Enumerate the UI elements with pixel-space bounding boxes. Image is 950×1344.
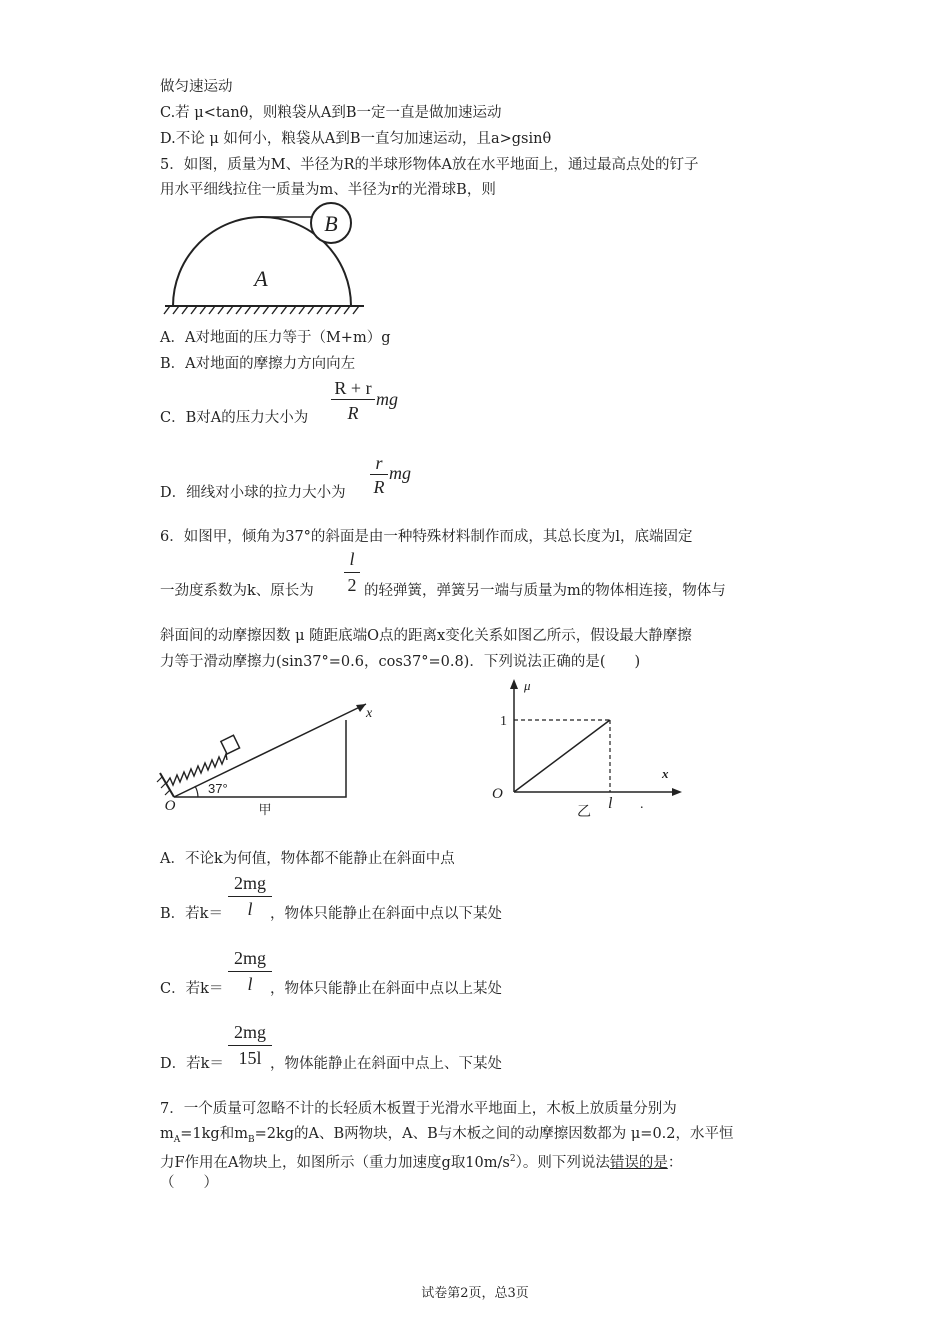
- q5-option-b: B．A对地面的摩擦力方向向左: [160, 356, 356, 372]
- q6-option-b-pre: B．若k＝: [160, 906, 223, 922]
- q7-line2-rest: =2kg的A、B两物块，A、B与木板之间的动摩擦因数都为 μ=0.2，水平恒: [254, 1126, 734, 1142]
- q7-answer-brackets: （ ）: [160, 1175, 218, 1191]
- q7-mb: =1kg和m: [180, 1126, 248, 1142]
- fig1-caption: 甲: [258, 803, 272, 818]
- q5-d-denominator: R: [373, 477, 385, 497]
- q6-stem-denominator: 2: [347, 575, 357, 595]
- q5-option-c: C．B对A的压力大小为: [160, 410, 309, 426]
- fig2-y-label: μ: [524, 678, 531, 693]
- q6-option-c-post: ，物体只能静止在斜面中点以上某处: [270, 981, 502, 997]
- q6-stem-fraction-bar: [344, 572, 360, 573]
- q6-b-denominator: l: [247, 899, 253, 919]
- q6-option-d-pre: D．若k＝: [160, 1056, 224, 1072]
- q7-line3-sup: 2: [509, 1154, 516, 1164]
- ground-hatch: [164, 306, 359, 314]
- fig1-angle: 37°: [208, 781, 228, 796]
- q7-ma-sub: A: [173, 1134, 181, 1145]
- q7-stem-line2: [160, 1124, 734, 1150]
- mu-line: [514, 720, 610, 792]
- q5-d-numerator: r: [375, 453, 383, 473]
- x-arrowhead: [672, 788, 682, 796]
- q6-d-fraction-bar: [228, 1045, 272, 1046]
- q6-option-c-pre: C．若k＝: [160, 981, 224, 997]
- q5-stem-line2: 用水平细线拉住一质量为m、半径为r的光滑球B，则: [160, 182, 496, 198]
- q7-stem-line3: [160, 1149, 682, 1173]
- y-arrowhead: [510, 679, 518, 689]
- q6-option-b-post: ，物体只能静止在斜面中点以下某处: [270, 906, 502, 922]
- q6-mu-graph: [480, 676, 700, 821]
- page-footer: 试卷第2页，总3页: [421, 1286, 529, 1301]
- incline-axis-x: [174, 704, 366, 797]
- fig2-caption: 乙: [577, 804, 591, 820]
- q6-d-denominator: 15l: [238, 1048, 262, 1068]
- fig2-ytick: 1: [500, 714, 507, 729]
- q6-option-a: A．不论k为何值，物体都不能静止在斜面中点: [160, 851, 455, 867]
- block: [221, 735, 240, 754]
- q6-stem-line2b: 的轻弹簧，弹簧另一端与质量为m的物体相连接，物体与: [364, 583, 726, 599]
- q6-stem-line3: 斜面间的动摩擦因数 μ 随距底端O点的距离x变化关系如图乙所示，假设最大静摩擦: [160, 628, 692, 644]
- q5-d-fraction-bar: [370, 474, 388, 475]
- q5-c-denominator: R: [347, 403, 359, 423]
- q5-c-numerator: R + r: [334, 378, 372, 398]
- q6-b-fraction-bar: [228, 896, 272, 897]
- q5-option-d: D．细线对小球的拉力大小为: [160, 485, 346, 501]
- q6-incline-figure: [160, 690, 390, 820]
- q5-stem-line1: 5．如图，质量为M、半径为R的半球形物体A放在水平地面上，通过最高点处的钉子: [160, 157, 699, 173]
- q5-c-tail: mg: [376, 389, 398, 409]
- prev-option-d: D.不论 μ 如何小，粮袋从A到B一直匀加速运动，且a>gsinθ: [160, 131, 552, 147]
- fig1-axis-x: x: [366, 706, 373, 721]
- fig2-x-label: x: [662, 766, 669, 781]
- q7-line3-underlined: 错误的是: [609, 1154, 668, 1171]
- q6-stem-line1: 6．如图甲，倾角为37°的斜面是由一种特殊材料制作而成，其总长度为l，底端固定: [160, 529, 693, 545]
- q7-line3-c: ：: [667, 1154, 683, 1171]
- q6-stem-line2a: 一劲度系数为k、原长为: [160, 583, 314, 599]
- q6-stem-numerator: l: [349, 549, 355, 569]
- q7-line3-b: ）。则下列说法: [515, 1154, 610, 1171]
- q5-c-fraction-bar: [331, 399, 375, 400]
- continuation-text: 做匀速运动: [160, 79, 233, 95]
- fig2-origin: O: [492, 786, 503, 802]
- label-b: B: [324, 211, 338, 236]
- q5-d-tail: mg: [389, 463, 411, 483]
- q6-b-numerator: 2mg: [233, 873, 266, 893]
- q7-ma: m: [160, 1126, 174, 1142]
- angle-arc: [195, 786, 198, 797]
- q5-option-a: A．A对地面的压力等于（M+m）g: [160, 330, 391, 346]
- q7-stem-line1: 7．一个质量可忽略不计的长轻质木板置于光滑水平地面上，木板上放质量分别为: [160, 1101, 677, 1117]
- fig2-dot: .: [640, 797, 644, 812]
- incline-triangle: [174, 720, 346, 797]
- label-a: A: [254, 266, 268, 291]
- fig1-origin: O: [164, 798, 176, 814]
- q5-hemisphere-figure: [150, 200, 380, 330]
- q6-option-d-post: ，物体能静止在斜面中点上、下某处: [270, 1056, 502, 1072]
- fig2-xtick: l: [608, 795, 613, 812]
- q7-mb-sub: B: [247, 1134, 255, 1145]
- q6-c-numerator: 2mg: [233, 948, 266, 968]
- q6-stem-line4: 力等于滑动摩擦力(sin37°=0.6，cos37°=0.8)．下列说法正确的是( ): [160, 654, 641, 670]
- q6-d-numerator: 2mg: [233, 1022, 266, 1042]
- q7-line3-a: 力F作用在A物块上，如图所示（重力加速度g取10m/s: [160, 1154, 510, 1171]
- q6-c-fraction-bar: [228, 971, 272, 972]
- q6-c-denominator: l: [247, 974, 253, 994]
- prev-option-c: C.若 μ<tanθ，则粮袋从A到B一定一直是做加速运动: [160, 105, 502, 121]
